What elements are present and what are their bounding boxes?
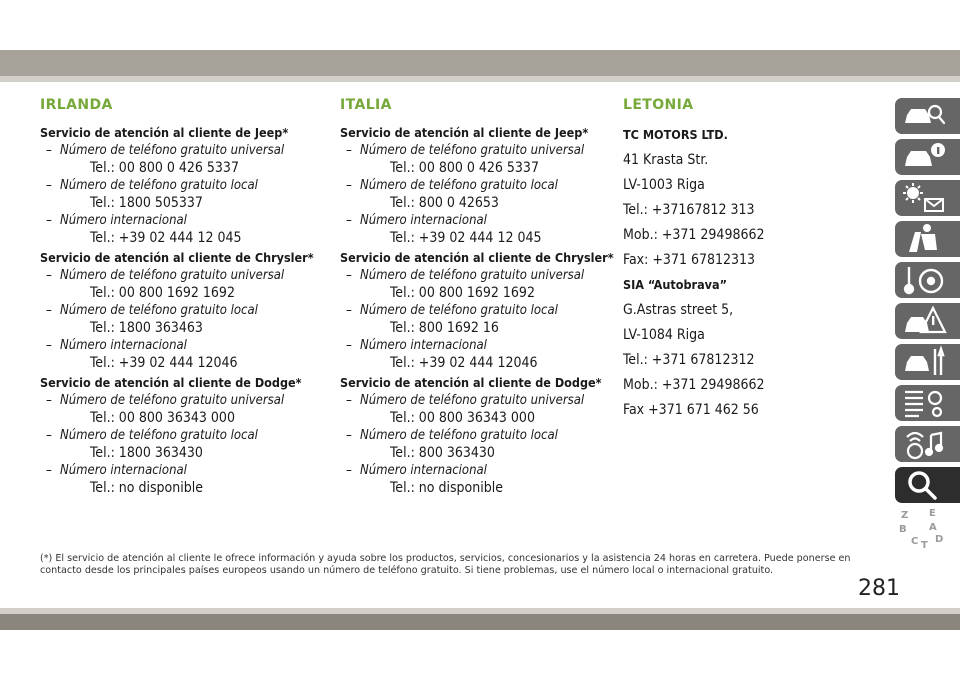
- car-info-icon: [901, 140, 947, 174]
- item-label: – Número de teléfono gratuito local: [346, 428, 558, 443]
- service-title: Servicio de atención al cliente de Dodge*: [340, 375, 602, 390]
- service-group: [340, 374, 625, 497]
- address-line: 41 Krasta Str.: [623, 152, 709, 168]
- item-label: – Número de teléfono gratuito local: [346, 303, 558, 318]
- item-tel: Tel.: 00 800 0 426 5337: [90, 160, 239, 176]
- service-group: [40, 124, 330, 247]
- item-label: – Número internacional: [346, 463, 487, 478]
- service-group: [340, 124, 625, 247]
- address-line: Fax: +371 67812313: [623, 252, 756, 268]
- service-group: [40, 249, 330, 372]
- item-label: – Número internacional: [46, 463, 187, 478]
- item-tel: Tel.: 800 0 42653: [390, 195, 499, 211]
- service-title: Servicio de atención al cliente de Jeep*: [340, 125, 589, 140]
- seat-safety-icon: [901, 222, 947, 256]
- service-title: Servicio de atención al cliente de Jeep*: [40, 125, 289, 140]
- car-warning-icon: [901, 304, 947, 338]
- item-label: – Número de teléfono gratuito local: [46, 428, 258, 443]
- item-tel: Tel.: +39 02 444 12046: [390, 355, 538, 371]
- car-search-icon: [901, 99, 947, 133]
- item-tel: Tel.: +39 02 444 12 045: [90, 230, 242, 246]
- tab-safety[interactable]: [895, 221, 960, 257]
- address-line: LV-1003 Riga: [623, 177, 705, 193]
- company-name: SIA “Autobrava”: [623, 277, 727, 292]
- item-tel: Tel.: 800 1692 16: [390, 320, 499, 336]
- page-number: 281: [858, 576, 900, 601]
- item-tel: Tel.: 00 800 0 426 5337: [390, 160, 539, 176]
- tab-multimedia[interactable]: [895, 426, 960, 462]
- multimedia-icon: [901, 427, 947, 461]
- item-label: – Número internacional: [46, 213, 187, 228]
- service-title: Servicio de atención al cliente de Chrysler*: [340, 250, 614, 265]
- specs-gears-icon: [901, 386, 947, 420]
- chapter-tabs: [895, 98, 960, 554]
- address-line: Mob.: +371 29498662: [623, 227, 765, 243]
- tab-index-search[interactable]: [895, 467, 960, 503]
- address-line: Mob.: +371 29498662: [623, 377, 765, 393]
- item-tel: Tel.: 00 800 1692 1692: [390, 285, 535, 301]
- index-letters: Z E B A C T D: [899, 508, 944, 551]
- item-tel: Tel.: 1800 363430: [90, 445, 203, 461]
- item-label: – Número de teléfono gratuito universal: [46, 393, 285, 408]
- top-band-light: [0, 76, 960, 82]
- item-label: – Número de teléfono gratuito universal: [346, 268, 585, 283]
- heading-irlanda: IRLANDA: [40, 97, 113, 113]
- bottom-band-dark: [0, 614, 960, 630]
- item-tel: Tel.: +39 02 444 12046: [90, 355, 238, 371]
- item-tel: Tel.: 1800 505337: [90, 195, 203, 211]
- address-line: Tel.: +37167812 313: [623, 202, 755, 218]
- item-tel: Tel.: 00 800 36343 000: [390, 410, 535, 426]
- service-title: Servicio de atención al cliente de Dodge*: [40, 375, 302, 390]
- item-label: – Número de teléfono gratuito universal: [346, 393, 585, 408]
- heading-letonia: LETONIA: [623, 97, 694, 113]
- address-line: LV-1084 Riga: [623, 327, 705, 343]
- service-group: [340, 249, 625, 372]
- address-line: Tel.: +371 67812312: [623, 352, 755, 368]
- tab-vehicle-info[interactable]: [895, 139, 960, 175]
- item-label: – Número de teléfono gratuito universal: [46, 143, 285, 158]
- service-title: Servicio de atención al cliente de Chrysler*: [40, 250, 314, 265]
- item-tel: Tel.: +39 02 444 12 045: [390, 230, 542, 246]
- item-tel: Tel.: 00 800 1692 1692: [90, 285, 235, 301]
- tab-starting-driving[interactable]: [895, 262, 960, 298]
- tab-vehicle-overview[interactable]: [895, 98, 960, 134]
- tab-maintenance[interactable]: [895, 344, 960, 380]
- item-tel: Tel.: 1800 363463: [90, 320, 203, 336]
- item-tel: Tel.: 800 363430: [390, 445, 495, 461]
- company-name: TC MOTORS LTD.: [623, 127, 728, 142]
- item-tel: Tel.: no disponible: [390, 480, 503, 496]
- footnote: (*) El servicio de atención al cliente le ofrece información y ayuda sobre los productos, servicios, concesionarios y la asistencia 24 horas en carretera. Puede ponerse en contacto desde los principales países europeos usando un número de teléfono gratuito. Si tiene problemas, use el número local o internacional gratuito.: [40, 553, 851, 576]
- column-letonia: [623, 96, 873, 419]
- item-tel: Tel.: 00 800 36343 000: [90, 410, 235, 426]
- tab-dashboard[interactable]: [895, 180, 960, 216]
- item-label: – Número de teléfono gratuito local: [346, 178, 558, 193]
- item-label: – Número de teléfono gratuito universal: [46, 268, 285, 283]
- search-icon: [901, 468, 947, 502]
- car-tools-icon: [901, 345, 947, 379]
- column-irlanda: [40, 96, 330, 497]
- item-label: – Número internacional: [346, 213, 487, 228]
- item-label: – Número de teléfono gratuito universal: [346, 143, 585, 158]
- tab-specs[interactable]: [895, 385, 960, 421]
- item-label: – Número de teléfono gratuito local: [46, 303, 258, 318]
- column-italia: [340, 96, 625, 497]
- item-label: – Número de teléfono gratuito local: [46, 178, 258, 193]
- lights-message-icon: [901, 181, 947, 215]
- key-steering-icon: [901, 263, 947, 297]
- item-tel: Tel.: no disponible: [90, 480, 203, 496]
- item-label: – Número internacional: [46, 338, 187, 353]
- service-group: [40, 374, 330, 497]
- top-band-dark: [0, 50, 960, 76]
- address-line: Fax +371 671 462 56: [623, 402, 759, 418]
- tab-emergency[interactable]: [895, 303, 960, 339]
- item-label: – Número internacional: [346, 338, 487, 353]
- heading-italia: ITALIA: [340, 97, 392, 113]
- address-line: G.Astras street 5,: [623, 302, 734, 318]
